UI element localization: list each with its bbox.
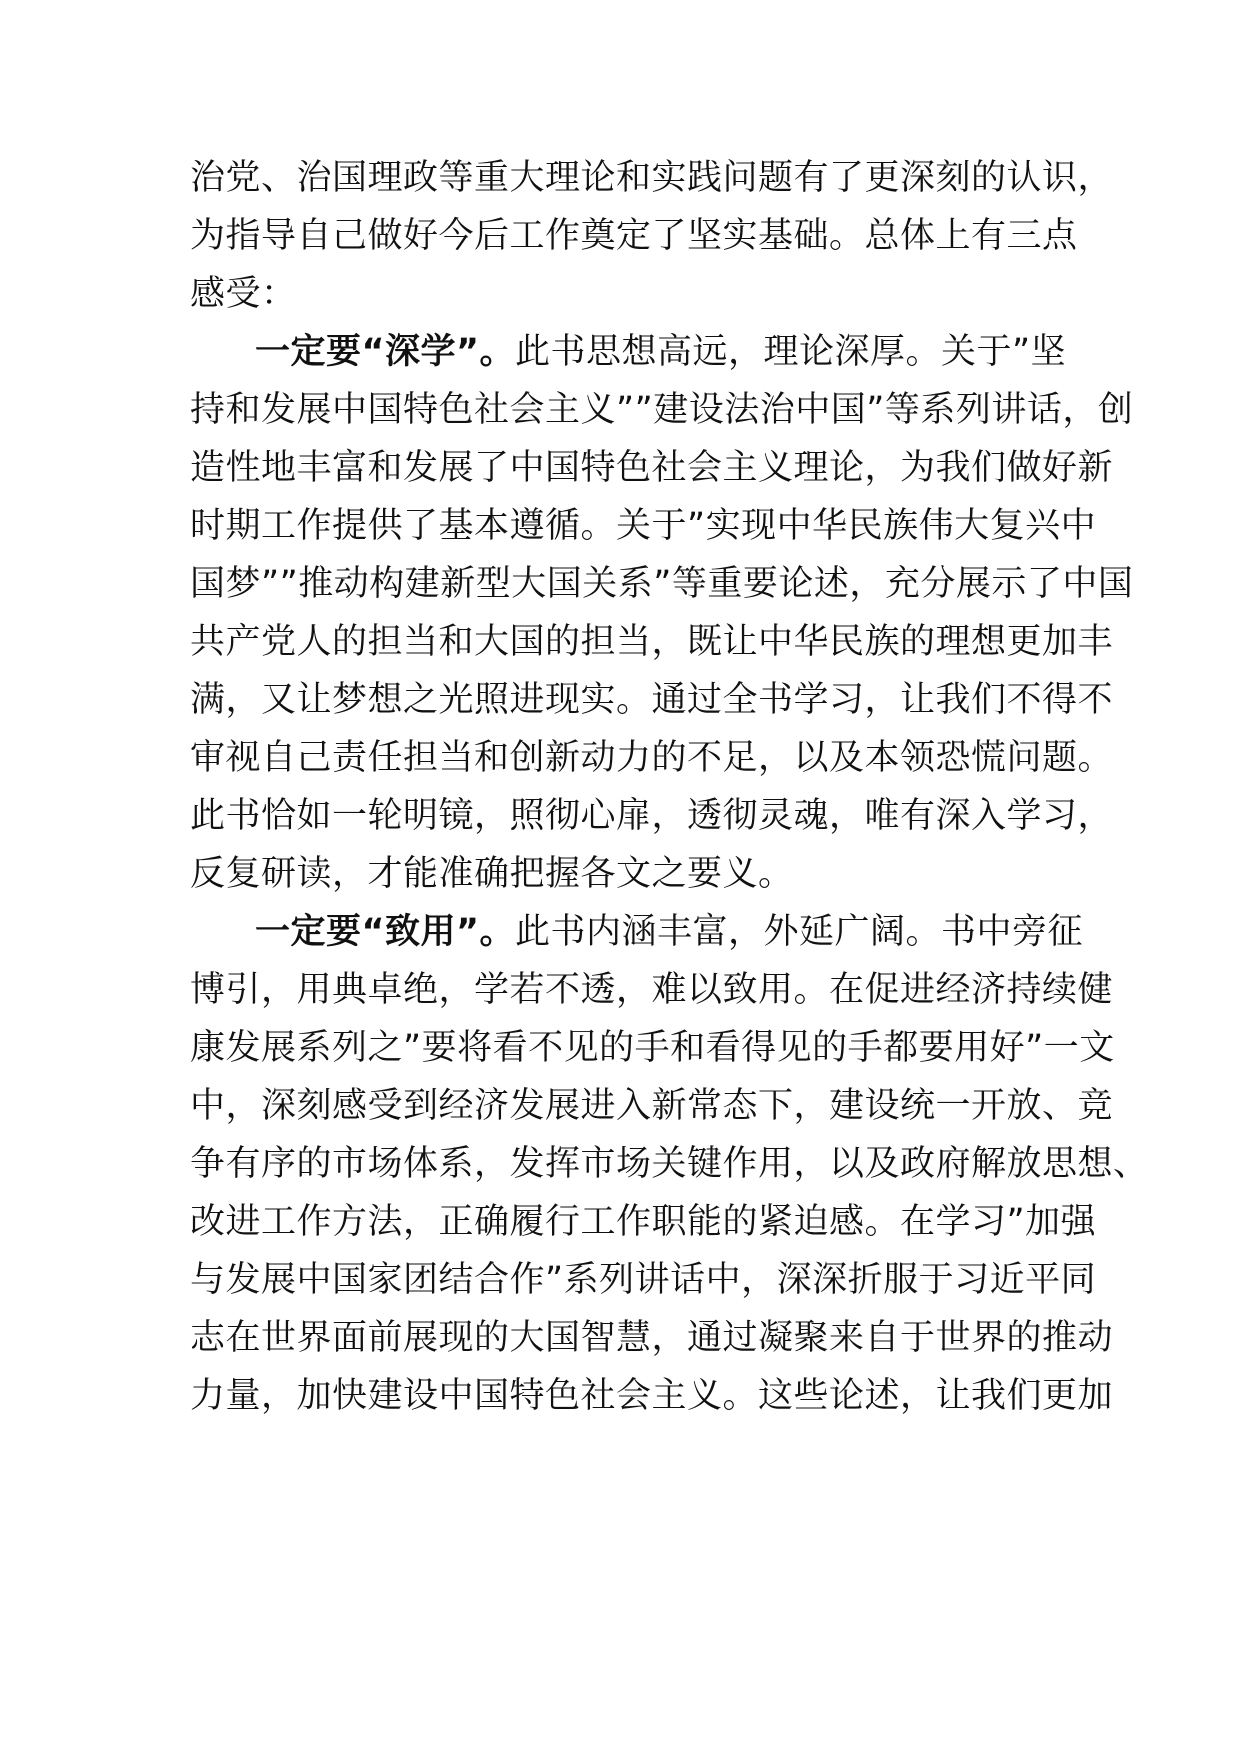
line-text: 康发展系列之”要将看不见的手和看得见的手都要用好”一文 (190, 1028, 1115, 1068)
line-text: 争有序的市场体系，发挥市场关键作用，以及政府解放思想、 (190, 1144, 1149, 1184)
line-text: 为指导自己做好今后工作奠定了坚实基础。总体上有三点 (190, 216, 1078, 256)
text-line (190, 617, 1114, 667)
text-line (190, 269, 1090, 319)
line-text: 此书思想高远，理论深厚。关于”坚 (515, 332, 1067, 372)
line-text: 国梦””推动构建新型大国关系”等重要论述，充分展示了中国 (190, 564, 1134, 604)
line-text: 审视自己责任担当和创新动力的不足，以及本领恐慌问题。 (190, 738, 1114, 778)
line-text: 此书恰如一轮明镜，照彻心扉，透彻灵魂，唯有深入学习， (190, 796, 1114, 836)
text-line (190, 791, 1114, 841)
text-line (190, 849, 1090, 899)
text-line (190, 385, 1134, 435)
text-line (190, 1081, 1114, 1131)
text-line (190, 965, 1114, 1015)
line-text: 持和发展中国特色社会主义””建设法治中国”等系列讲话，创 (190, 390, 1134, 430)
line-text: 感受： (190, 274, 297, 314)
line-text: 共产党人的担当和大国的担当，既让中华民族的理想更加丰 (190, 622, 1114, 662)
line-text: 志在世界面前展现的大国智慧，通过凝聚来自于世界的推动 (190, 1318, 1114, 1358)
text-line (190, 153, 1114, 203)
line-text: 治党、治国理政等重大理论和实践问题有了更深刻的认识， (190, 158, 1114, 198)
text-line (190, 1023, 1115, 1073)
paragraph-heading: 一定要“致用”。 (255, 912, 516, 952)
text-line (190, 1371, 1114, 1421)
paragraph-2-first-line (255, 907, 1155, 957)
line-text: 此书内涵丰富，外延广阔。书中旁征 (515, 912, 1084, 952)
text-line (190, 1139, 1149, 1189)
text-line (190, 733, 1114, 783)
paragraph-heading: 一定要“深学”。 (255, 332, 516, 372)
text-line (190, 675, 1114, 725)
line-text: 力量，加快建设中国特色社会主义。这些论述，让我们更加 (190, 1376, 1114, 1416)
line-text: 改进工作方法，正确履行工作职能的紧迫感。在学习”加强 (190, 1202, 1097, 1242)
paragraph-1-first-line (255, 327, 1155, 377)
text-line (190, 1197, 1097, 1247)
text-line (190, 501, 1097, 551)
line-text: 造性地丰富和发展了中国特色社会主义理论，为我们做好新 (190, 448, 1114, 488)
line-text: 与发展中国家团结合作”系列讲话中，深深折服于习近平同 (190, 1260, 1097, 1300)
text-line (190, 211, 1090, 261)
text-line (190, 559, 1134, 609)
line-text: 时期工作提供了基本遵循。关于”实现中华民族伟大复兴中 (190, 506, 1097, 546)
line-text: 满，又让梦想之光照进现实。通过全书学习，让我们不得不 (190, 680, 1114, 720)
line-text: 中，深刻感受到经济发展进入新常态下，建设统一开放、竞 (190, 1086, 1114, 1126)
line-text: 博引，用典卓绝，学若不透，难以致用。在促进经济持续健 (190, 970, 1114, 1010)
text-line (190, 1313, 1114, 1363)
line-text: 反复研读，才能准确把握各文之要义。 (190, 854, 794, 894)
text-line (190, 1255, 1097, 1305)
text-line (190, 443, 1114, 493)
